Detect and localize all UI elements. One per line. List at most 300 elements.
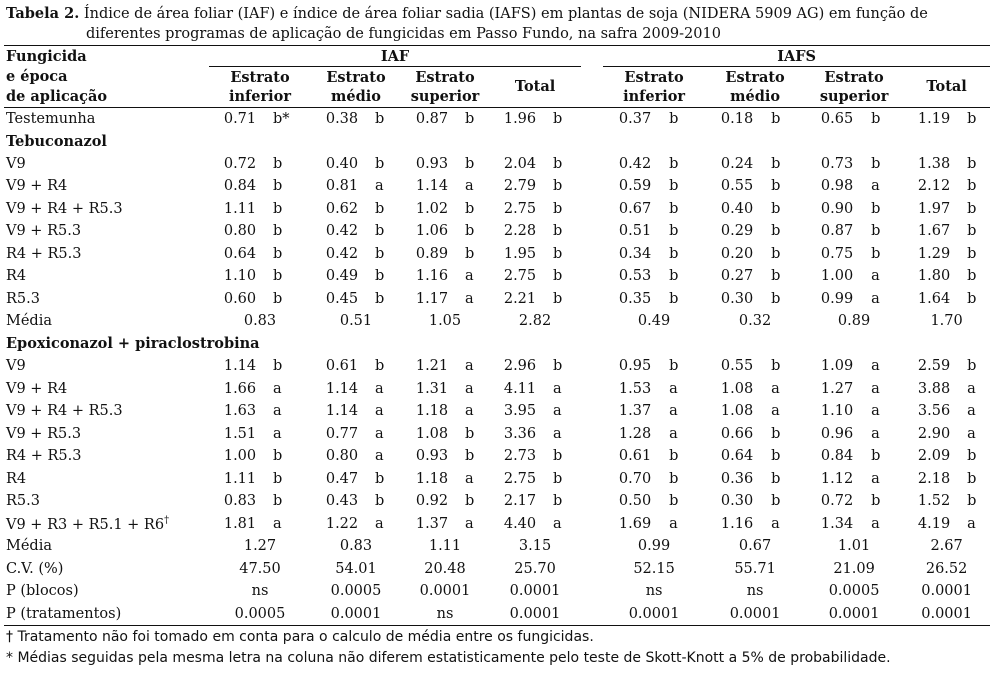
cell-value: 0.42 [618,155,652,172]
cell-summary: 55.71 [734,560,776,577]
cell-letter: b [871,155,881,172]
cell-letter: b [273,223,283,240]
cell-value: 0.83 [223,493,257,510]
cell-letter: b [967,200,977,217]
cell-value: 1.51 [223,425,257,442]
cell-value: 0.72 [223,155,257,172]
cell-summary: 0.0001 [509,605,561,622]
cell-letter: a [273,425,282,442]
cell-value: 1.81 [223,515,257,532]
cell-value: 0.90 [820,200,854,217]
header-iafs-medio: Estrato médio [725,68,785,105]
cell-value: 0.73 [820,155,854,172]
cell-value: 1.19 [917,110,951,127]
cell-value: 0.30 [720,290,754,307]
cell-letter: b [553,290,563,307]
cell-value: 2.59 [917,358,951,375]
cell-summary: 2.67 [930,538,963,555]
footnotes [6,627,891,669]
cell-value: 1.38 [917,155,951,172]
cell-letter: a [465,380,474,397]
table-row [4,603,990,626]
cell-value: 0.92 [415,493,449,510]
cell-value: 0.35 [618,290,652,307]
cell-value: 3.88 [917,380,951,397]
cell-letter: b [669,470,679,487]
cell-value: 0.70 [618,470,652,487]
cell-letter: a [669,403,678,420]
cell-letter: b [771,245,781,262]
cell-summary: ns [645,583,663,600]
table-row [4,265,990,288]
row-label: V9 + R3 + R5.1 + R6† [6,514,170,533]
cell-letter: b [669,448,679,465]
cell-letter: a [375,178,384,195]
cell-value: 0.27 [720,268,754,285]
cell-summary: 1.01 [837,538,871,555]
cell-value: 1.29 [917,245,951,262]
row-label: V9 [6,155,26,172]
cell-letter: a [967,403,976,420]
table-body [4,107,990,626]
row-label: R5.3 [6,493,40,510]
cell-summary: 26.52 [925,560,968,577]
cell-letter: a [967,380,976,397]
cell-letter: a [465,470,474,487]
cell-letter: b [375,200,385,217]
cell-letter: b [553,358,563,375]
cell-letter: a [273,403,282,420]
row-label: V9 + R4 [6,380,68,397]
cell-value: 4.40 [503,515,537,532]
cell-letter: b [375,223,385,240]
cell-value: 0.18 [720,110,754,127]
cell-letter: b [375,358,385,375]
cell-summary: 0.0001 [509,583,561,600]
cell-value: 1.08 [720,403,754,420]
cell-value: 0.36 [720,470,754,487]
cell-letter: b [465,110,475,127]
cell-letter: b [669,268,679,285]
cell-letter: b [669,493,679,510]
header-fungicida-2: e época [6,67,68,85]
cell-letter: a [967,425,976,442]
cell-summary: 0.51 [339,313,373,330]
cell-value: 0.80 [223,223,257,240]
cell-value: 2.21 [503,290,537,307]
cell-letter: b [465,155,475,172]
cell-value: 1.12 [820,470,854,487]
cell-letter: a [871,403,880,420]
cell-letter: b [669,200,679,217]
header-iaf: IAF [209,46,581,67]
cell-value: 1.69 [618,515,652,532]
caption-line-1: Índice de área foliar (IAF) e índice de área foliar sadia (IAFS) em plantas de soja (NIDERA 5909 AG) em função de [83,6,928,22]
cell-letter: a [375,515,384,532]
cell-letter: a [465,515,474,532]
cell-letter: b [771,448,781,465]
header-iafs-superior: Estrato superior [819,68,889,105]
cell-letter: b [273,245,283,262]
cell-value: 2.04 [503,155,537,172]
cell-value: 1.17 [415,290,449,307]
row-label: V9 + R5.3 [6,425,82,442]
caption-label: Tabela 2. [6,5,80,22]
cell-letter: a [669,515,678,532]
table-row [4,558,990,581]
cell-value: 1.08 [415,425,449,442]
cell-letter: a [871,268,880,285]
cell-letter: b* [273,110,290,127]
cell-summary: 0.49 [637,313,671,330]
cell-value: 0.40 [720,200,754,217]
cell-letter: b [375,268,385,285]
footnote-asterisk: * Médias seguidas pela mesma letra na coluna não diferem estatisticamente pelo teste de Skott-Knott a 5% de probabilidade. [6,650,891,666]
cell-letter: b [771,358,781,375]
row-label: Média [6,538,52,555]
cell-value: 2.90 [917,425,951,442]
cell-value: 1.31 [415,380,449,397]
cell-value: 1.02 [415,200,449,217]
cell-value: 2.09 [917,448,951,465]
cell-summary: 0.0005 [330,583,382,600]
cell-letter: b [273,448,283,465]
cell-letter: b [553,493,563,510]
section-row [4,333,990,356]
cell-value: 0.87 [415,110,449,127]
cell-letter: b [273,358,283,375]
cell-value: 0.55 [720,178,754,195]
cell-summary: 0.0001 [921,605,972,622]
cell-value: 0.47 [325,470,359,487]
cell-letter: a [871,290,880,307]
cell-value: 1.80 [917,268,951,285]
cell-value: 4.19 [917,515,951,532]
cell-letter: a [669,425,678,442]
header-iaf-total: Total [514,78,556,96]
cell-value: 1.06 [415,223,449,240]
cell-value: 2.75 [503,470,537,487]
cell-value: 0.59 [618,178,652,195]
cell-value: 0.77 [325,425,359,442]
cell-summary: 0.0001 [729,605,781,622]
cell-value: 0.95 [618,358,652,375]
cell-summary: 3.15 [518,538,552,555]
cell-letter: b [871,493,881,510]
cell-letter: a [375,425,384,442]
cell-summary: 2.82 [518,313,552,330]
cell-value: 0.89 [415,245,449,262]
cell-value: 3.95 [503,403,537,420]
cell-summary: 0.83 [243,313,277,330]
cell-value: 0.84 [223,178,257,195]
cell-letter: a [465,290,474,307]
row-label: R4 [6,268,27,285]
cell-value: 1.21 [415,358,449,375]
cell-value: 1.67 [917,223,951,240]
cell-value: 1.14 [223,358,257,375]
cell-summary: ns [746,583,764,600]
cell-value: 0.20 [720,245,754,262]
cell-value: 0.64 [223,245,257,262]
table-row [4,175,990,198]
row-label: Testemunha [6,110,96,127]
cell-letter: b [967,470,977,487]
cell-letter: a [375,380,384,397]
header-iaf-inferior: Estrato inferior [229,68,291,105]
cell-summary: 1.11 [428,538,462,555]
cell-letter: a [771,515,780,532]
cell-letter: b [273,178,283,195]
cell-letter: b [871,223,881,240]
cell-letter: a [553,403,562,420]
cell-letter: b [771,155,781,172]
cell-letter: b [771,470,781,487]
cell-summary: ns [251,583,269,600]
cell-value: 1.27 [820,380,854,397]
table-row [4,400,990,423]
cell-value: 0.81 [325,178,359,195]
cell-value: 0.67 [618,200,652,217]
cell-value: 0.71 [223,110,257,127]
cell-letter: b [967,493,977,510]
cell-letter: a [375,403,384,420]
cell-letter: a [669,380,678,397]
cell-value: 0.49 [325,268,359,285]
cell-value: 0.38 [325,110,359,127]
cell-value: 0.42 [325,245,359,262]
cell-letter: a [871,470,880,487]
cell-letter: b [375,493,385,510]
cell-letter: b [771,178,781,195]
cell-summary: 52.15 [633,560,675,577]
cell-letter: a [871,425,880,442]
cell-summary: 1.70 [930,313,963,330]
cell-value: 1.00 [820,268,854,285]
cell-letter: b [465,425,475,442]
table-row [4,513,990,536]
header-iaf-superior: Estrato superior [410,68,480,105]
cell-summary: 1.27 [243,538,277,555]
table-row [4,468,990,491]
cell-value: 1.37 [618,403,652,420]
header-fungicida-1: Fungicida [6,47,87,65]
cell-letter: b [375,470,385,487]
table-row [4,310,990,333]
cell-letter: a [273,515,282,532]
cell-letter: b [465,245,475,262]
cell-value: 0.55 [720,358,754,375]
cell-letter: b [553,110,563,127]
cell-summary: 0.0001 [921,583,972,600]
cell-summary: 47.50 [239,560,281,577]
cell-letter: b [553,200,563,217]
cell-value: 2.75 [503,268,537,285]
header-fungicida-stack [4,67,209,108]
cell-summary: 0.0005 [828,583,880,600]
row-label: V9 + R4 [6,178,68,195]
cell-letter: b [669,110,679,127]
cell-letter: a [871,178,880,195]
table-caption [6,4,988,44]
cell-value: 0.64 [720,448,754,465]
cell-value: 0.51 [618,223,652,240]
cell-letter: b [465,448,475,465]
row-label: P (blocos) [6,583,79,600]
cell-letter: a [465,403,474,420]
cell-letter: a [375,448,384,465]
cell-value: 0.24 [720,155,754,172]
cell-letter: a [553,515,562,532]
cell-value: 1.11 [223,200,257,217]
cell-letter: a [553,425,562,442]
cell-letter: b [669,358,679,375]
cell-summary: 0.0001 [828,605,880,622]
cell-value: 2.18 [917,470,951,487]
cell-letter: b [871,245,881,262]
cell-letter: a [771,403,780,420]
cell-value: 0.43 [325,493,359,510]
cell-value: 2.73 [503,448,537,465]
row-label: Tebuconazol [6,132,107,150]
cell-summary: 0.67 [738,538,772,555]
table-row [4,490,990,513]
caption-line-2: diferentes programas de aplicação de fungicidas em Passo Fundo, na safra 2009-2010 [86,26,721,42]
cell-value: 0.98 [820,178,854,195]
cell-value: 0.34 [618,245,652,262]
section-row [4,130,990,153]
cell-value: 0.72 [820,493,854,510]
cell-letter: b [669,245,679,262]
cell-value: 1.97 [917,200,951,217]
cell-value: 1.10 [820,403,854,420]
cell-letter: a [273,380,282,397]
cell-summary: 0.89 [837,313,871,330]
cell-value: 1.34 [820,515,854,532]
cell-letter: b [465,223,475,240]
cell-value: 0.50 [618,493,652,510]
cell-value: 0.65 [820,110,854,127]
cell-summary: 25.70 [514,560,556,577]
table-row [4,355,990,378]
row-label: R4 + R5.3 [6,245,82,262]
table-row [4,423,990,446]
cell-value: 2.28 [503,223,537,240]
cell-letter: b [553,268,563,285]
cell-letter: b [465,200,475,217]
cell-value: 2.96 [503,358,537,375]
cell-letter: a [465,178,474,195]
cell-letter: b [553,245,563,262]
header-fungicida-3: de aplicação [6,87,108,105]
cell-value: 0.40 [325,155,359,172]
cell-letter: b [771,425,781,442]
cell-letter: b [375,155,385,172]
cell-value: 1.14 [325,380,359,397]
data-table [4,45,990,626]
cell-summary: ns [436,605,454,622]
cell-letter: a [871,380,880,397]
cell-letter: a [553,380,562,397]
row-label: V9 [6,358,26,375]
cell-letter: b [967,178,977,195]
cell-value: 1.64 [917,290,951,307]
row-label: V9 + R4 + R5.3 [6,403,123,420]
cell-summary: 0.0001 [419,583,471,600]
cell-letter: b [967,155,977,172]
row-label: C.V. (%) [6,560,64,577]
table-row [4,220,990,243]
cell-summary: 54.01 [335,560,377,577]
row-label: V9 + R5.3 [6,223,82,240]
table-row [4,153,990,176]
cell-value: 0.93 [415,155,449,172]
table-row [4,378,990,401]
cell-letter: b [669,223,679,240]
cell-value: 1.96 [503,110,537,127]
cell-letter: b [553,448,563,465]
cell-letter: b [375,110,385,127]
cell-value: 0.75 [820,245,854,262]
table-row [4,107,990,130]
row-label: R5.3 [6,290,40,307]
footnote-dagger: † Tratamento não foi tomado em conta para o calculo de média entre os fungicidas. [6,629,594,645]
cell-letter: b [967,448,977,465]
cell-letter: b [967,268,977,285]
cell-letter: b [669,290,679,307]
cell-summary: 1.05 [428,313,462,330]
cell-value: 1.66 [223,380,257,397]
cell-value: 1.63 [223,403,257,420]
cell-summary: 0.0005 [234,605,286,622]
cell-value: 1.95 [503,245,537,262]
cell-value: 2.79 [503,178,537,195]
header-iafs: IAFS [603,46,990,67]
row-label: V9 + R4 + R5.3 [6,200,123,217]
cell-letter: b [871,448,881,465]
cell-value: 0.62 [325,200,359,217]
row-label: Média [6,313,52,330]
cell-value: 1.00 [223,448,257,465]
cell-letter: b [771,268,781,285]
cell-value: 0.42 [325,223,359,240]
header-iafs-total: Total [926,78,967,96]
cell-value: 0.45 [325,290,359,307]
cell-value: 0.29 [720,223,754,240]
cell-value: 1.53 [618,380,652,397]
cell-letter: b [375,290,385,307]
cell-value: 0.61 [618,448,652,465]
cell-value: 1.11 [223,470,257,487]
cell-letter: b [273,200,283,217]
cell-value: 3.36 [503,425,537,442]
cell-letter: b [273,268,283,285]
cell-value: 1.52 [917,493,951,510]
cell-letter: b [967,358,977,375]
cell-value: 1.18 [415,403,449,420]
cell-value: 0.96 [820,425,854,442]
cell-summary: 21.09 [833,560,875,577]
cell-letter: b [465,493,475,510]
cell-letter: b [273,290,283,307]
table-row [4,198,990,221]
cell-value: 0.80 [325,448,359,465]
table-row [4,445,990,468]
cell-letter: b [553,470,563,487]
cell-value: 0.84 [820,448,854,465]
cell-letter: b [553,223,563,240]
cell-letter: b [273,493,283,510]
